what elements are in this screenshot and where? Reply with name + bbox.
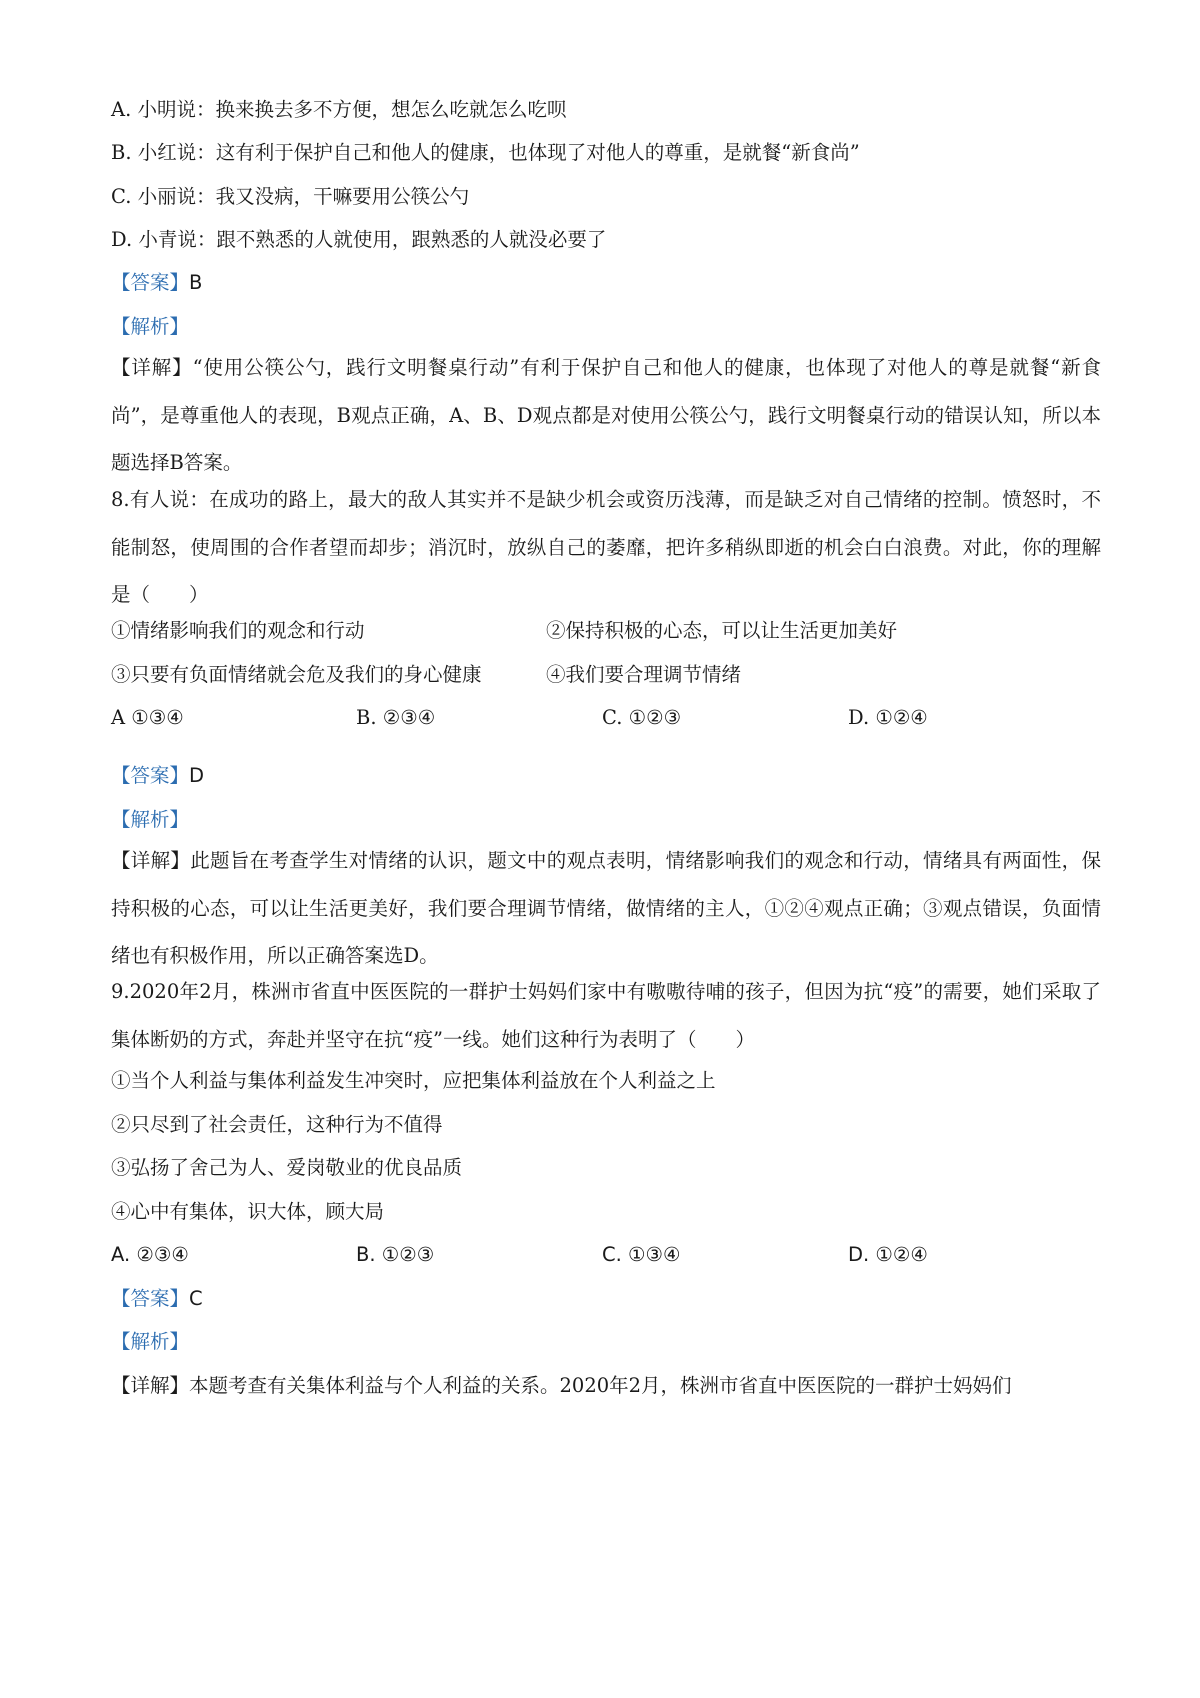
q8-detail bbox=[111, 837, 1101, 980]
q8-stem: 8.有人说：在成功的路上，最大的敌人其实并不是缺少机会或资历浅薄，而是缺乏对自己情绪的控制。愤怒时，不能制怒，使周围的合作者望而却步；消沉时，放纵自己的萎靡，把许多稍纵即逝的机会白白浪费。对此，你的理解是（ ） bbox=[111, 488, 1101, 606]
q7-detail bbox=[111, 344, 1101, 487]
q7-analysis bbox=[111, 314, 189, 340]
answer-tag: 【答案】 bbox=[111, 1287, 190, 1310]
q9-stem: 9.2020年2月，株洲市省直中医医院的一群护士妈妈们家中有嗷嗷待哺的孩子，但因为抗“疫”的需要，她们采取了集体断奶的方式，奔赴并坚守在抗“疫”一线。她们这种行为表明了（ ） bbox=[111, 980, 1101, 1051]
q8-choice-b: B. ②③④ bbox=[356, 706, 436, 729]
answer-tag: 【答案】 bbox=[111, 764, 190, 787]
q9-choice-d: D. ①②④ bbox=[848, 1243, 928, 1266]
detail-tag: 【详解】 bbox=[111, 849, 191, 872]
q7-option-d: D. 小青说：跟不熟悉的人就使用，跟熟悉的人就没必要了 bbox=[111, 228, 607, 251]
q8-item-3: ③只要有负面情绪就会危及我们的身心健康 bbox=[111, 663, 482, 686]
analysis-tag: 【解析】 bbox=[111, 315, 190, 338]
detail-text: “使用公筷公勺，践行文明餐桌行动”有利于保护自己和他人的健康，也体现了对他人的尊是就餐“新食尚”，是尊重他人的表现，B观点正确，A、B、D观点都是对使用公筷公勺，践行文明餐桌行动的错误认知，所以本题选择B答案。 bbox=[111, 356, 1101, 474]
q9-item-1: ①当个人利益与集体利益发生冲突时，应把集体利益放在个人利益之上 bbox=[111, 1069, 716, 1092]
q8-analysis bbox=[111, 807, 189, 833]
q9-analysis bbox=[111, 1329, 189, 1355]
analysis-tag: 【解析】 bbox=[111, 808, 190, 831]
q9-answer bbox=[111, 1286, 203, 1312]
q7-option-c: C. 小丽说：我又没病，干嘛要用公筷公勺 bbox=[111, 185, 470, 208]
answer-tag: 【答案】 bbox=[111, 271, 190, 294]
answer-value: D bbox=[189, 764, 205, 787]
q8-item-4: ④我们要合理调节情绪 bbox=[546, 663, 742, 686]
q7-option-a: A. 小明说：换来换去多不方便，想怎么吃就怎么吃呗 bbox=[111, 98, 567, 121]
q9-item-3: ③弘扬了舍己为人、爱岗敬业的优良品质 bbox=[111, 1156, 463, 1179]
q8-item-2: ②保持积极的心态，可以让生活更加美好 bbox=[546, 619, 898, 642]
q9-choice-b: B. ①②③ bbox=[356, 1243, 435, 1266]
detail-text: 此题旨在考查学生对情绪的认识，题文中的观点表明，情绪影响我们的观念和行动，情绪具有两面性，保持积极的心态，可以让生活更美好，我们要合理调节情绪，做情绪的主人，①②④观点正确；③观点错误，负面情绪也有积极作用，所以正确答案选D。 bbox=[111, 849, 1101, 967]
q9-item-4: ④心中有集体，识大体，顾大局 bbox=[111, 1200, 385, 1223]
detail-text: 本题考查有关集体利益与个人利益的关系。2020年2月，株洲市省直中医医院的一群护士妈妈们 bbox=[189, 1374, 1012, 1397]
q9-choice-c: C. ①③④ bbox=[602, 1243, 681, 1266]
analysis-tag: 【解析】 bbox=[111, 1330, 190, 1353]
detail-tag: 【详解】 bbox=[111, 356, 193, 379]
q8-item-1: ①情绪影响我们的观念和行动 bbox=[111, 619, 365, 642]
detail-tag: 【详解】 bbox=[111, 1374, 190, 1397]
q8-answer bbox=[111, 763, 204, 789]
q9-detail bbox=[111, 1373, 1012, 1399]
q8-choice-c: C. ①②③ bbox=[602, 706, 682, 729]
q8-choice-a: A ①③④ bbox=[111, 706, 184, 729]
q9-item-2: ②只尽到了社会责任，这种行为不值得 bbox=[111, 1113, 443, 1136]
q9-choice-a: A. ②③④ bbox=[111, 1243, 189, 1266]
answer-value: C bbox=[189, 1287, 203, 1310]
q7-answer bbox=[111, 270, 202, 296]
answer-value: B bbox=[189, 271, 203, 294]
q7-option-b: B. 小红说：这有利于保护自己和他人的健康，也体现了对他人的尊重，是就餐“新食尚” bbox=[111, 141, 860, 164]
q8-choice-d: D. ①②④ bbox=[848, 706, 928, 729]
